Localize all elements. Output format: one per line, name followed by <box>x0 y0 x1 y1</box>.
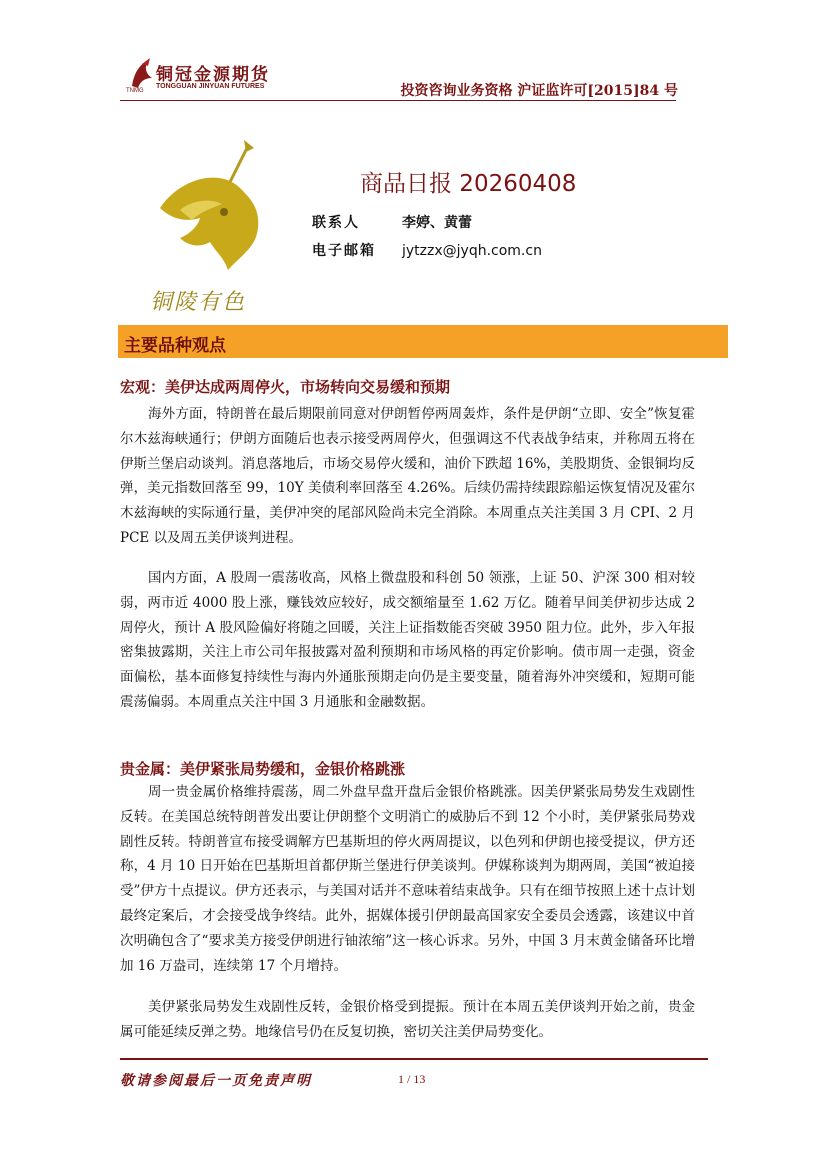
article-paragraph: 周一贵金属价格维持震荡，周二外盘早盘开盘后金银价格跳涨。因美伊紧张局势发生戏剧性反转。在美国总统特朗普发出要让伊朗整个文明消亡的威胁后不到 12 个小时，美伊紧张局势戏剧性反转。特朗普宣布接受调解方巴基斯坦的停火两周提议，以色列和伊朗也接受提议，伊方还称，4 月 10 日开始在巴基斯坦首都伊斯兰堡进行伊美谈判。伊媒称谈判为期两周，美国“被迫接受”伊方十点提议。伊方还表示，与美国对话并不意味着结束战争。只有在细节按照上述十点计划最终定案后，才会接受战争终结。此外，据媒体援引伊朗最高国家安全委员会透露，该建议中首次明确包含了“要求美方接受伊朗进行铀浓缩”这一核心诉求。另外，中国 3 月末黄金储备环比增加 16 万盎司，连续第 17 个月增持。 <box>120 784 695 974</box>
article-paragraph: 美伊紧张局势发生戏剧性反转，金银价格受到提振。预计在本周五美伊谈判开始之前，贵金属可能延续反弹之势。地缘信号仍在反复切换，密切关注美伊局势变化。 <box>120 999 695 1040</box>
footer-divider <box>120 1058 708 1060</box>
article-paragraph: 国内方面，A 股周一震荡收高，风格上微盘股和科创 50 领涨，上证 50、沪深 300 相对较弱，两市近 4000 股上涨，赚钱效应较好，成交额缩量至 1.62 万亿。随着早间美伊初步达成 2 周停火，预计 A 股风险偏好将随之回暖，关注上证指数能否突破 3950 阻力位。此外，步入年报密集披露期，关注上市公司年报披露对盈利预期和市场风格的再定价影响。债市周一走强，资金面偏松，基本面修复持续性与海内外通胀预期走向仍是主要变量，随着海外冲突缓和，短期可能震荡偏弱。本周重点关注中国 3 月通胀和金融数据。 <box>120 570 695 710</box>
disclaimer-hint: 敬请参阅最后一页免责声明 <box>120 1073 312 1089</box>
emblem-signature: 铜陵有色 <box>150 290 247 315</box>
logo-mark-icon <box>128 56 156 90</box>
header-divider <box>120 100 676 101</box>
document-title: 商品日报 20260408 <box>360 171 577 197</box>
license-text: 投资咨询业务资格 沪证监许可[2015]84 号 <box>400 83 678 99</box>
email-row <box>312 240 542 260</box>
email-label: 电子邮箱 <box>312 243 376 259</box>
contact-value: 李婷、黄蕾 <box>402 215 472 231</box>
article-paragraph: 海外方面，特朗普在最后期限前同意对伊朗暂停两周轰炸，条件是伊朗“立即、安全”恢复霍尔木兹海峡通行；伊朗方面随后也表示接受两周停火，但强调这不代表战争结束，并称周五将在伊斯兰堡启动谈判。消息落地后，市场交易停火缓和，油价下跌超 16%，美股期货、金银铜均反弹，美元指数回落至 99，10Y 美债利率回落至 4.26%。后续仍需持续跟踪船运恢复情况及霍尔木兹海峡的实际通行量，美伊冲突的尾部风险尚未完全消除。本周重点关注美国 3 月 CPI、2 月 PCE 以及周五美伊谈判进程。 <box>120 406 695 546</box>
article-heading-macro: 宏观：美伊达成两周停火，市场转向交易缓和预期 <box>120 378 451 396</box>
section-bar <box>118 325 728 358</box>
email-value[interactable]: jytzzx@jyqh.com.cn <box>402 243 542 259</box>
contact-row <box>312 212 472 232</box>
article-heading-precious-metals: 贵金属：美伊紧张局势缓和，金银价格跳涨 <box>120 760 406 778</box>
logo-abbr: TNMG <box>126 88 144 94</box>
contact-label: 联系人 <box>312 215 360 231</box>
logo-text-cn: 铜冠金源期货 <box>156 65 270 85</box>
page-number: 1 / 13 <box>398 1072 426 1086</box>
section-title: 主要品种观点 <box>124 336 226 356</box>
logo-text-en: TONGGUAN JINYUAN FUTURES <box>156 83 265 90</box>
